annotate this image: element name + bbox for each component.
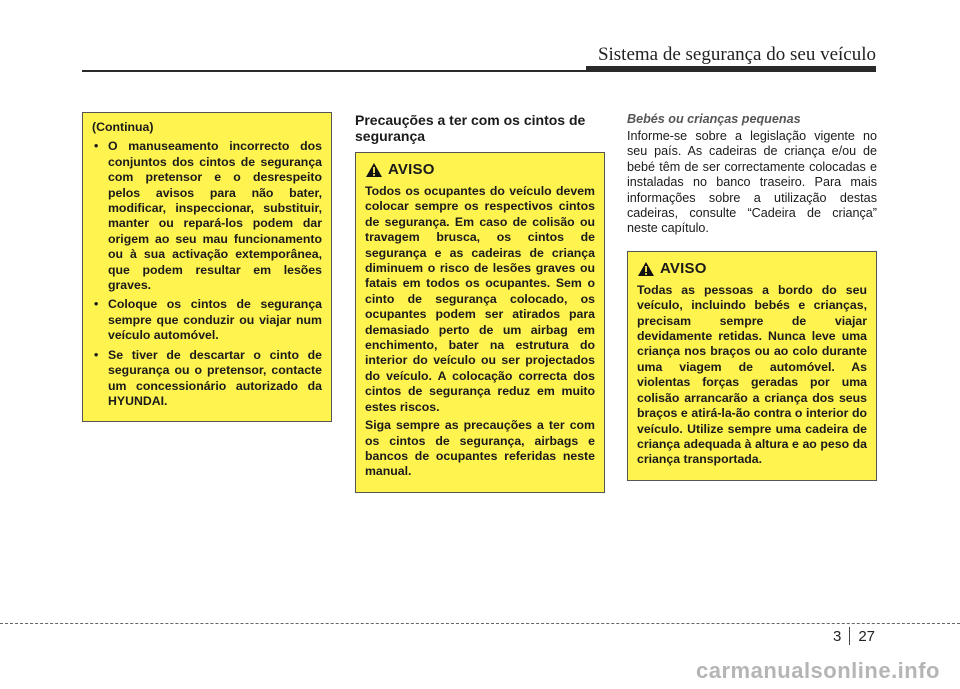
- warning-paragraph: Todos os ocupantes do veículo devem colocar sempre os respectivos cintos de segurança. Em caso de colisão ou travagem brusca, os cintos de segurança e as cadeiras de criança diminuem o risco de lesões graves ou fatais em todos os ocupantes. Sem o cinto de segurança colocado, os ocupantes podem ser atirados para demasiado perto de um airbag em enchimento, bater na estrutura do interior do veículo ou ser projectados do veículo. A colocação correcta dos cintos de segurança reduz em muito estes riscos.: [365, 184, 595, 414]
- watermark: carmanualsonline.info: [696, 658, 940, 683]
- page-number-value: 27: [858, 627, 875, 645]
- column-middle: [355, 112, 605, 493]
- page-number: [833, 627, 875, 645]
- warning-label: AVISO: [660, 260, 707, 278]
- warning-paragraph: Todas as pessoas a bordo do seu veículo, incluindo bebés e crianças, precisam sempre de viajar devidamente retidas. Nunca leve uma criança nos braços ou ao colo durante uma viagem de automóvel. As violentas forças geradas por uma colisão arrancarão a criança dos seus braços e atirá-la-ão contra o interior do veículo. Utilize sempre uma cadeira de criança adequada à altura e ao peso da criança transportada.: [637, 282, 867, 467]
- warning-label: AVISO: [388, 161, 435, 179]
- warning-box: [627, 251, 877, 481]
- section-title: Precauções a ter com os cintos de segurança: [355, 112, 586, 144]
- body-paragraph: Informe-se sobre a legislação vigente no seu país. As cadeiras de criança e/ou de bebé têm de ser correctamente colocadas e instaladas no banco traseiro. Para mais informações sobre a utilização destas cadeiras, consulte “Cadeira de criança” neste capítulo.: [627, 129, 877, 236]
- warning-paragraph: Siga sempre as precauções a ter com os cintos de segurança, airbags e bancos de ocupantes referidas neste manual.: [365, 418, 595, 479]
- chapter-number: 3: [832, 627, 842, 645]
- warning-header: [365, 162, 595, 178]
- column-left: [82, 112, 332, 422]
- warning-box: [355, 152, 605, 493]
- column-right: [627, 112, 877, 481]
- warning-triangle-icon: [637, 261, 655, 277]
- warning-bullet-list: [92, 139, 322, 409]
- footer-rule: [0, 623, 960, 624]
- warning-triangle-icon: [365, 162, 383, 178]
- list-item: • Se tiver de descartar o cinto de segurança ou o pretensor, contacte um concessionário autorizado da HYUNDAI.: [92, 348, 322, 410]
- warning-header: [637, 261, 867, 277]
- page-header-title: Sistema de segurança do seu veículo: [597, 44, 876, 65]
- continued-label: (Continua): [92, 120, 154, 134]
- subsection-title: Bebés ou crianças pequenas: [627, 112, 801, 126]
- list-item: • O manuseamento incorrecto dos conjuntos dos cintos de segurança com pretensor e o desrespeito pelos avisos para não bater, modificar, inspeccionar, substituir, manter ou repará-los podem dar origem ao seu mau funcionamento ou à sua activação extemporânea, que podem resultar em lesões graves.: [92, 139, 322, 293]
- header-rule: [82, 70, 876, 72]
- page-number-divider: [849, 627, 850, 645]
- list-item: • Coloque os cintos de segurança sempre que conduzir ou viajar num veículo automóvel.: [92, 297, 322, 343]
- warning-continued-box: [82, 112, 332, 422]
